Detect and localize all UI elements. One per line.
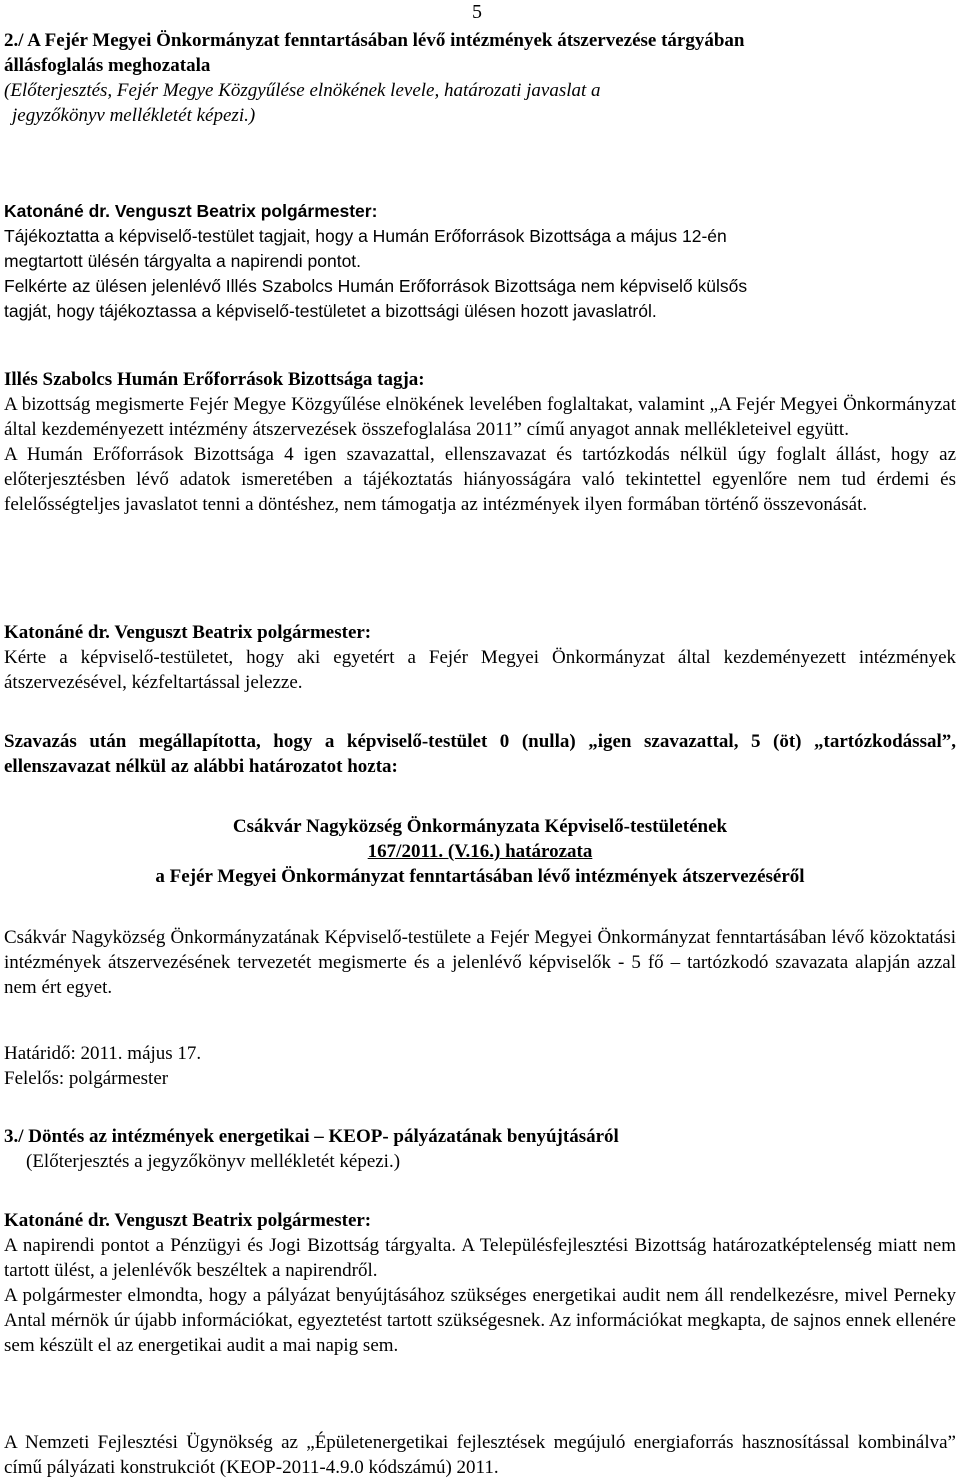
para1-line1: Tájékoztatta a képviselő-testület tagjait, hogy a Humán Erőforrások Bizottsága a május 12-én xyxy=(4,226,727,246)
item3-heading-text: 3./ Döntés az intézmények energetikai – KEOP- pályázatának benyújtásáról xyxy=(4,1126,619,1147)
para2-line1: Felkérte az ülésen jelenlévő Illés Szabolcs Humán Erőforrások Bizottsága nem képviselő külsős xyxy=(4,276,748,296)
resolution-title1: Csákvár Nagyközség Önkormányzata Képviselő-testületének xyxy=(232,816,728,837)
para2-line2: tagját, hogy tájékoztassa a képviselő-testületet a bizottsági ülésen hozott javaslatról. xyxy=(4,301,657,321)
resolution-subject: a Fejér Megyei Önkormányzat fenntartásában lévő intézmények átszervezéséről xyxy=(155,866,805,887)
item3-para3-section xyxy=(4,1430,956,1480)
page-number: 5 xyxy=(472,1,482,23)
item2-note-line2: jegyzőkönyv mellékletét képezi.) xyxy=(12,105,256,126)
vote-text: Szavazás után megállapította, hogy a képviselő-testület 0 (nulla) „igen szavazattal, 5 (öt) „tartózkodással”, ellenszavazat nélkül az alábbi határozatot hozta: xyxy=(4,731,956,777)
item2-speaker2-section xyxy=(4,367,956,517)
responsible: Felelős: polgármester xyxy=(4,1068,169,1089)
resolution-meta xyxy=(4,1041,956,1091)
item3-para2: A polgármester elmondta, hogy a pályázat benyújtásához szükséges energetikai audit nem áll rendelkezésre, mivel Perneky Antal mérnök úr újabb információkat, egyeztetést tartott szükségesnek. Az információkat megkapta, de sajnos ennek ellenére sem készült el az energetikai audit a mai napig sem. xyxy=(4,1285,956,1356)
item2-heading xyxy=(4,28,956,128)
para5: Kérte a képviselő-testületet, hogy aki egyetért a Fejér Megyei Önkormányzat által kezdeményezett intézmények átszervezésével, kézfeltartással jelezze. xyxy=(4,647,956,693)
item3-para3: A Nemzeti Fejlesztési Ügynökség az „Épületenergetikai fejlesztések megújuló energiaforrás hasznosítással kombinálva” című pályázati konstrukciót (KEOP-2011-4.9.0 kódszámú) 2011. xyxy=(4,1432,956,1478)
para1-line2: megtartott ülésén tárgyalta a napirendi pontot. xyxy=(4,251,362,271)
speaker2-label: Illés Szabolcs Humán Erőforrások Bizottsága tagja: xyxy=(4,369,425,390)
para3: A bizottság megismerte Fejér Megye Közgyűlése elnökének levelében foglaltakat, valamint „A Fejér Megyei Önkormányzat által kezdeményezett intézmény átszervezések összefoglalása 2011” című anyagot annak mellékleteivel együtt. xyxy=(4,394,956,440)
item3-para1: A napirendi pontot a Pénzügyi és Jogi Bizottság tárgyalta. A Településfejlesztési Bizottság határozatképtelenség miatt nem tartott ülést, a jelenlévők beszéltek a napirendről. xyxy=(4,1235,956,1281)
vote-statement xyxy=(4,729,956,779)
item3-note: (Előterjesztés a jegyzőkönyv mellékletét képezi.) xyxy=(26,1151,401,1172)
resolution-title xyxy=(4,814,956,889)
item2-heading-line1: 2./ A Fejér Megyei Önkormányzat fenntartásában lévő intézmények átszervezése tárgyában xyxy=(4,30,745,51)
deadline: Határidő: 2011. május 17. xyxy=(4,1043,202,1064)
speaker1-label: Katonáné dr. Venguszt Beatrix polgármester: xyxy=(4,201,378,221)
item3-heading xyxy=(4,1124,956,1174)
item2-heading-line2: állásfoglalás meghozatala xyxy=(4,55,211,76)
resolution-body xyxy=(4,925,956,1000)
item2-speaker3-section xyxy=(4,620,956,695)
speaker3-label: Katonáné dr. Venguszt Beatrix polgármester: xyxy=(4,622,372,643)
item3-speaker-section xyxy=(4,1208,956,1358)
para4: A Humán Erőforrások Bizottsága 4 igen szavazattal, ellenszavazat és tartózkodás nélkül úgy foglalt állást, hogy az előterjesztésben lévő adatok ismeretében a tájékoztatás hiányosságára való tekintettel egyenlőre nem tud érdemi és felelősségteljes javaslatot tenni a döntéshez, nem támogatja az intézmények ilyen formában történő összevonását. xyxy=(4,444,956,515)
item2-note-line1: (Előterjesztés, Fejér Megye Közgyűlése elnökének levele, határozati javaslat a xyxy=(4,80,601,101)
item3-speaker-label: Katonáné dr. Venguszt Beatrix polgármester: xyxy=(4,1210,372,1231)
resolution-number: 167/2011. (V.16.) határozata xyxy=(367,841,593,862)
item2-speaker1-section xyxy=(4,199,956,324)
resolution-text: Csákvár Nagyközség Önkormányzatának Képviselő-testülete a Fejér Megyei Önkormányzat fenntartásában lévő közoktatási intézmények átszervezésének tervezetét megismerte és a jelenlévő képviselők - 5 fő – tartózkodó szavazata alapján azzal nem ért egyet. xyxy=(4,927,956,998)
